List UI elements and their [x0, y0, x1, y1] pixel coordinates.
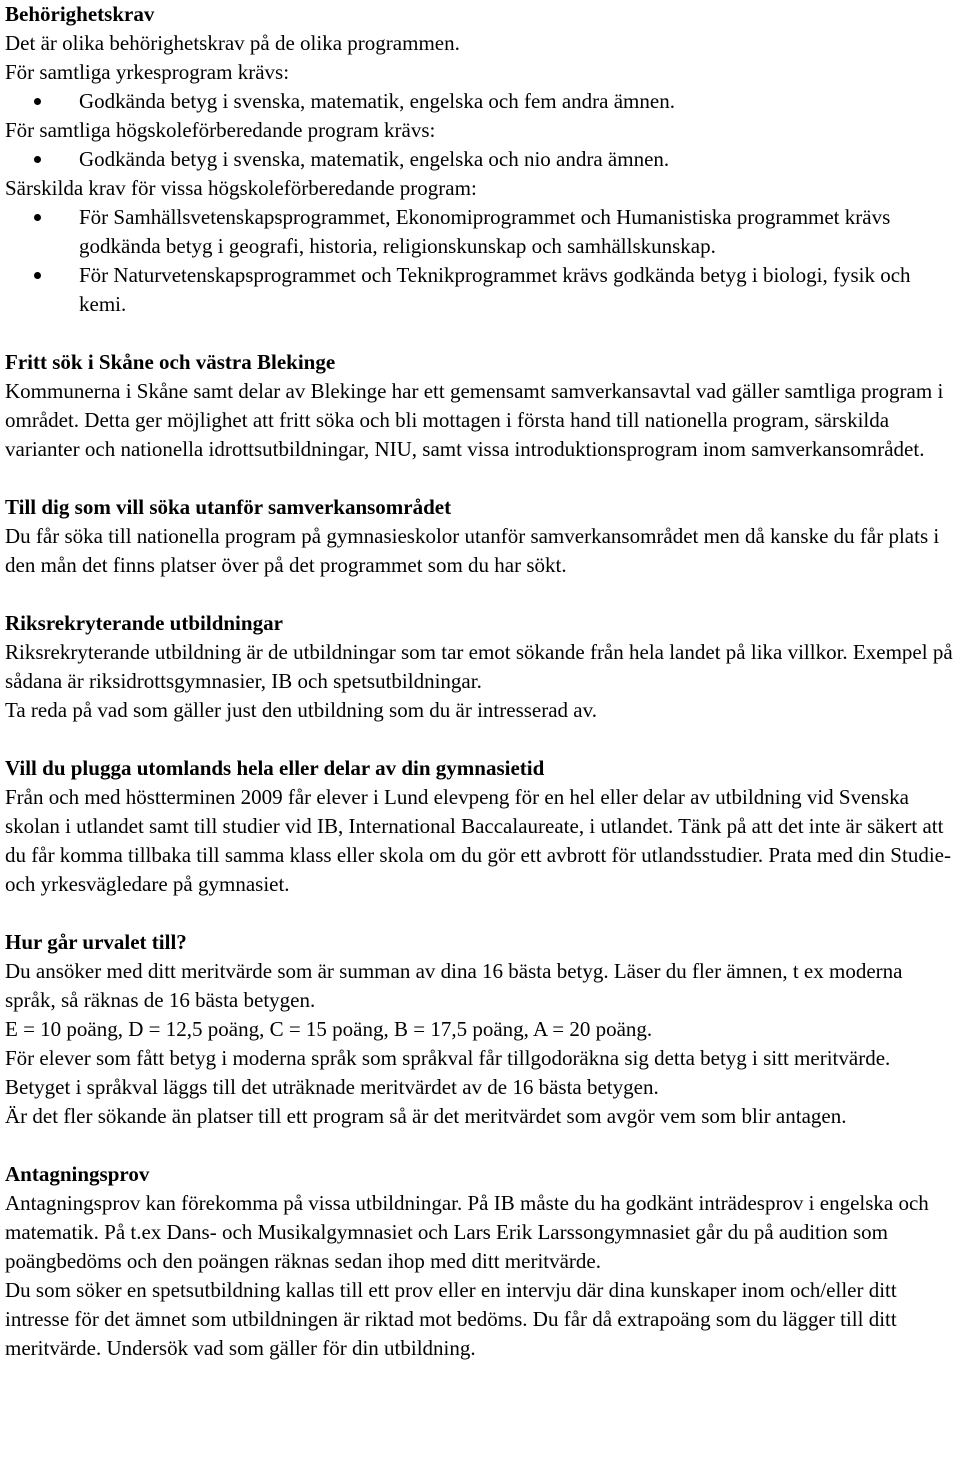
paragraph: Är det fler sökande än platser till ett program så är det meritvärdet som avgör vem som blir antagen.: [5, 1104, 847, 1128]
heading-urval: Hur går urvalet till?: [5, 930, 187, 954]
section-behorighetskrav: [5, 0, 954, 319]
heading-behorighetskrav: Behörighetskrav: [5, 2, 155, 26]
bullet-list: [5, 203, 954, 319]
list-item: [5, 145, 954, 174]
paragraph: Riksrekryterande utbildning är de utbildningar som tar emot sökande från hela landet på lika villkor. Exempel på sådana är riksidrottsgymnasier, IB och spetsutbildningar.: [5, 640, 953, 693]
paragraph: Kommunerna i Skåne samt delar av Blekinge har ett gemensamt samverkansavtal vad gäller samtliga program i området. Detta ger möjlighet att fritt söka och bli mottagen i första hand till nationella program, särskilda varianter och nationella idrottsutbildningar, NIU, samt vissa introduktionsprogram inom samverkansområdet.: [5, 379, 944, 461]
section-urval: [5, 928, 954, 1131]
heading-riksrekryterande: Riksrekryterande utbildningar: [5, 611, 283, 635]
bullet-list: [5, 87, 954, 116]
heading-utomlands: Vill du plugga utomlands hela eller delar av din gymnasietid: [5, 756, 545, 780]
heading-fritt-sok: Fritt sök i Skåne och västra Blekinge: [5, 350, 336, 374]
list-item-text: Godkända betyg i svenska, matematik, engelska och fem andra ämnen.: [79, 89, 675, 113]
paragraph: Ta reda på vad som gäller just den utbildning som du är intresserad av.: [5, 698, 598, 722]
list-item-text: För Samhällsvetenskapsprogrammet, Ekonomiprogrammet och Humanistiska programmet krävs godkända betyg i geografi, historia, religionskunskap och samhällskunskap.: [79, 205, 891, 258]
heading-utanfor: Till dig som vill söka utanför samverkansområdet: [5, 495, 452, 519]
list-item-text: För Naturvetenskapsprogrammet och Teknikprogrammet krävs godkända betyg i biologi, fysik och kemi.: [79, 263, 911, 316]
section-utomlands: [5, 754, 954, 899]
heading-antagningsprov: Antagningsprov: [5, 1162, 150, 1186]
list-item-text: Godkända betyg i svenska, matematik, engelska och nio andra ämnen.: [79, 147, 670, 171]
paragraph: Du ansöker med ditt meritvärde som är summan av dina 16 bästa betyg. Läser du fler ämnen, t ex moderna språk, så räknas de 16 bästa betygen.: [5, 959, 903, 1012]
paragraph: Det är olika behörighetskrav på de olika programmen.: [5, 31, 460, 55]
paragraph: Antagningsprov kan förekomma på vissa utbildningar. På IB måste du ha godkänt inträdesprov i engelska och matematik. På t.ex Dans- och Musikalgymnasiet och Lars Erik Larssongymnasiet går du på audition som poängbedöms och den poängen räknas sedan ihop med ditt meritvärde.: [5, 1191, 929, 1273]
paragraph: Du får söka till nationella program på gymnasieskolor utanför samverkansområdet men då kanske du får plats i den mån det finns platser över på det programmet som du har sökt.: [5, 524, 940, 577]
paragraph: Du som söker en spetsutbildning kallas till ett prov eller en intervju där dina kunskaper inom och/eller ditt intresse för det ämnet som utbildningen är riktad mot bedöms. Du får då extrapoäng som du lägger till ditt meritvärde. Undersök vad som gäller för din utbildning.: [5, 1278, 897, 1360]
section-fritt-sok: [5, 348, 954, 464]
section-utanfor: [5, 493, 954, 580]
list-item: [5, 203, 954, 261]
section-riksrekryterande: [5, 609, 954, 725]
paragraph: För samtliga högskoleförberedande program krävs:: [5, 118, 436, 142]
bullet-icon: [34, 214, 41, 221]
bullet-list: [5, 145, 954, 174]
paragraph: För elever som fått betyg i moderna språk som språkval får tillgodoräkna sig detta betyg i sitt meritvärde. Betyget i språkval läggs till det uträknade meritvärdet av de 16 bästa betygen.: [5, 1046, 891, 1099]
paragraph: Särskilda krav för vissa högskoleförberedande program:: [5, 176, 477, 200]
list-item: [5, 87, 954, 116]
section-antagningsprov: [5, 1160, 954, 1363]
bullet-icon: [34, 98, 41, 105]
bullet-icon: [34, 272, 41, 279]
bullet-icon: [34, 156, 41, 163]
paragraph: Från och med höstterminen 2009 får elever i Lund elevpeng för en hel eller delar av utbildning vid Svenska skolan i utlandet samt till studier vid IB, International Baccalaureate, i utlandet. Tänk på att det inte är säkert att du får komma tillbaka till samma klass eller skola om du gör ett avbrott för utlandsstudier. Prata med din Studie- och yrkesvägledare på gymnasiet.: [5, 785, 951, 896]
paragraph: E = 10 poäng, D = 12,5 poäng, C = 15 poäng, B = 17,5 poäng, A = 20 poäng.: [5, 1017, 653, 1041]
list-item: [5, 261, 954, 319]
paragraph: För samtliga yrkesprogram krävs:: [5, 60, 290, 84]
